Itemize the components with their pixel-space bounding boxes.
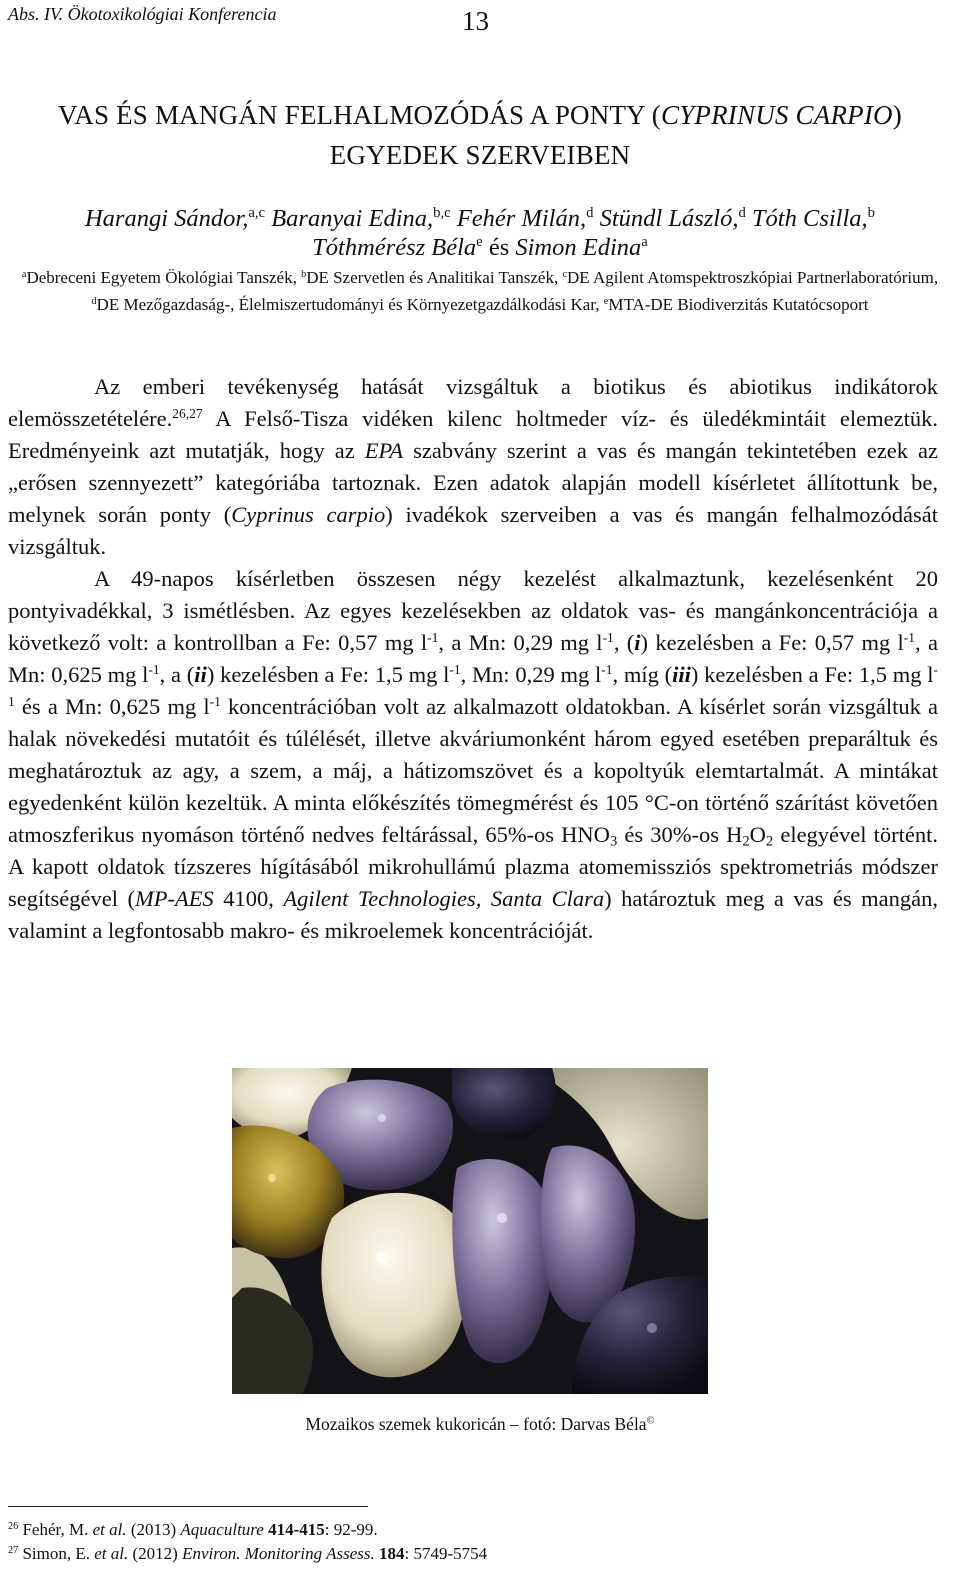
- footnote-divider: [8, 1506, 368, 1507]
- abstract-paragraph-1: Az emberi tevékenység hatását vizsgáltuk a biotikus és abiotikus indikátorok elemösszetételére.$^{26,27}$ A Felső-Tisza vidéken kilenc holtmeder víz- és üledékmintáit elemeztük. Eredményeink azt mutatják, hogy az EPA szabvány szerint a vas és mangán tekintetében ezek az „erősen szennyezett” kategóriába tartoznak. Ezen adatok alapján modell kísérletet állítottunk be, melynek során ponty (Cyprinus carpio) ivadékok szerveiben a vas és mangán felhalmozódását vizsgáltuk.: [8, 374, 938, 559]
- footnote-26: $^{26}$ Fehér, M. et al. (2013) Aquaculture 414-415: 92-99.: [8, 1520, 378, 1539]
- corn-kernels-illustration: [232, 1068, 708, 1394]
- author: Baranyai Edina,: [265, 205, 434, 232]
- footnote-27: $^{27}$ Simon, E. et al. (2012) Environ. Monitoring Assess. 184: 5749-5754: [8, 1544, 488, 1563]
- affiliation: DE Szervetlen és Analitikai Tanszék,: [306, 268, 563, 287]
- journal-volume: 184: [378, 1544, 405, 1563]
- treatment-label: i: [634, 630, 641, 655]
- copyright-mark: ©: [646, 1415, 655, 1427]
- title-line-2: EGYEDEK SZERVEIBEN: [329, 140, 631, 170]
- term-epa: EPA: [364, 438, 404, 463]
- author-affil-mark: b: [867, 205, 875, 222]
- title-latin-name: CYPRINUS CARPIO: [661, 100, 893, 130]
- affiliation: DE Mezőgazdaság-, Élelmiszertudományi és Környezetgazdálkodási Kar,: [96, 294, 604, 314]
- author-affil-mark: b,c: [433, 205, 451, 222]
- affil-mark: d: [91, 295, 97, 307]
- affil-mark: e: [603, 295, 609, 307]
- author-affil-mark: a,c: [248, 205, 266, 222]
- author-affil-mark: d: [738, 205, 746, 222]
- abstract-paragraph-2: A 49-napos kísérletben összesen négy kezelést alkalmaztunk, kezelésenként 20 pontyivadékkal, 3 ismétlésben. Az egyes kezelésekben az oldatok vas- és mangánkoncentrációja a következő volt: a kontrollban a Fe: 0,57 mg $l^{-1}$, a Mn: 0,29 mg $l^{-1}$, (i) kezelésben a Fe: 0,57 mg $l^{-1}$, a Mn: 0,625 mg $l^{-1}$, a (ii) kezelésben a Fe: 1,5 mg $l^{-1}$, Mn: 0,29 mg $l^{-1}$, míg (iii) kezelésben a Fe: 1,5 mg $l^{-1}$ és a Mn: 0,625 mg $l^{-1}$ koncentrációban volt az alkalmazott oldatokban. A kísérlet során vizsgáltuk a halak növekedési mutatóit és túlélését, illetve akváriumonként három egyed esetében preparáltuk és meghatároztuk az agy, a szem, a máj, a hátizomszövet és a kopoltyúk elemtartalmát. A mintákat egyedenként külön kezeltük. A minta előkészítés tömegmérést és 105 °C-on történő szárítást követően atmoszferikus nyomáson történő nedves feltárással, 65%-os $HNO_3$ és 30%-os $H_2O_2$ elegyével történt. A kapott oldatok tízszeres hígításából mikrohullámú plazma atomemissziós spektrometriás módszer segítségével (MP-AES 4100, Agilent Technologies, Santa Clara) határoztuk meg a vas és mangán, valamint a legfontosabb makro- és mikroelemek koncentrációját.: [8, 566, 939, 943]
- journal-name: Environ. Monitoring Assess.: [182, 1544, 375, 1563]
- treatment-label: iii: [672, 662, 691, 687]
- latin-name: Cyprinus carpio: [231, 502, 386, 527]
- citation-ref: 26,27: [172, 405, 203, 421]
- affil-mark: a: [21, 268, 27, 280]
- author-affil-mark: d: [586, 205, 594, 222]
- author-affil-mark: e: [476, 234, 483, 251]
- title-line-1: VAS ÉS MANGÁN FELHALMOZÓDÁS A PONTY (CYPRINUS CARPIO): [58, 100, 902, 130]
- corn-kernels-photo: [232, 1068, 708, 1394]
- figure-caption: Mozaikos szemek kukoricán – fotó: Darvas Béla©: [305, 1414, 655, 1434]
- author: Stündl László,: [593, 205, 739, 232]
- author: Tóth Csilla,: [745, 205, 868, 232]
- author-conjunction: és: [482, 234, 516, 261]
- affiliations: [14, 265, 946, 318]
- journal-name: Aquaculture: [180, 1520, 264, 1539]
- article-title: [0, 95, 960, 175]
- affil-mark: b: [301, 268, 307, 280]
- abstract-body: [8, 371, 938, 947]
- affiliation: DE Agilent Atomspektroszkópiai Partnerlaboratórium,: [566, 268, 939, 287]
- author: Fehér Milán,: [450, 205, 587, 232]
- affil-mark: c: [562, 268, 567, 280]
- author-affil-mark: a: [641, 234, 648, 251]
- treatment-label: ii: [194, 662, 207, 687]
- footnote-number: 27: [8, 1544, 19, 1556]
- journal-volume: 414-415: [268, 1520, 325, 1539]
- affiliation: MTA-DE Biodiverzitás Kutatócsoport: [608, 294, 869, 314]
- footnote-number: 26: [8, 1520, 19, 1532]
- author: Harangi Sándor,: [84, 205, 249, 232]
- footnotes: [8, 1518, 487, 1566]
- page-number: 13: [462, 6, 489, 36]
- instrument-name: MP-AES: [134, 886, 214, 911]
- author: Tóthmérész Béla: [312, 234, 477, 261]
- author: Simon Edina: [515, 234, 642, 261]
- affiliation: Debreceni Egyetem Ökológiai Tanszék,: [26, 268, 302, 287]
- author-list: [14, 204, 946, 262]
- running-head: Abs. IV. Ökotoxikológiai Konferencia: [8, 4, 277, 24]
- manufacturer-name: Agilent Technologies, Santa Clara: [283, 886, 605, 911]
